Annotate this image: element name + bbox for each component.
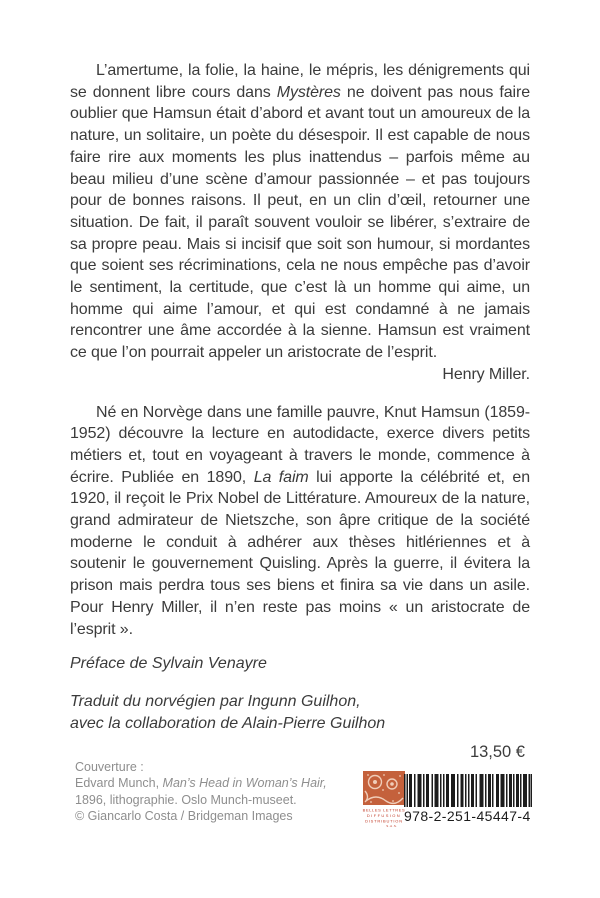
cover-credit-details: 1896, lithographie. Oslo Munch-museet. <box>75 792 297 807</box>
quote-part1: L’amertume, la folie, la haine, le mépris, les dénigrements qui se donnent libre cours dans <box>70 62 530 101</box>
bio-paragraph <box>70 402 530 641</box>
logo-caption-line1: BELLES LETTRES <box>362 807 406 813</box>
publisher-logo-icon <box>362 771 406 831</box>
bio-part2: lui apporte la célébrité et, en 1920, il reçoit le Prix Nobel de Littérature. Amoureux de la nature, grand admirateur de Nietszche, son âpre critique de la société moderne le conduit à adhérer aux thèses hitlériennes et à soutenir le gouvernement Quisling. Après la guerre, il évitera la prison mais perdra tous ses biens et finira sa vie dans un asile. Pour Henry Miller, il n’en reste pas moins « un aristocrate de l’esprit ». <box>70 468 530 638</box>
text-column <box>70 60 530 734</box>
cover-credit-artist: Edvard Munch, <box>75 776 163 791</box>
logo-caption <box>363 808 406 829</box>
quote-attribution: Henry Miller. <box>442 365 530 383</box>
logo-caption-line4: S.A.S. <box>386 824 398 828</box>
price: 13,50 € <box>469 743 525 761</box>
translation-line1: Traduit du norvégien par Ingunn Guilhon, <box>70 692 361 710</box>
translation-credit <box>70 691 530 734</box>
bio-book-title: La faim <box>253 468 309 486</box>
quote-part2: ne doivent pas nous faire oublier que Hamsun était d’abord et avant tout un amoureux de la nature, un solitaire, un poète du désespoir. Il est capable de nous faire rire aux moments les plus inattendus – parfois même au beau milieu d’une scène d’amour passionnée – et pas toujours pour de bonnes raisons. Il peut, en un clin d’œil, retourner une situation. De fait, il paraît souvent vouloir se libérer, s’extraire de sa propre peau. Mais si incisif que soit son humour, si mordantes que soient ses récriminations, cela ne nous empêche pas d’avoir le sentiment, la certitude, que c’est là un homme qui aime, un homme qui aime l’amour, et qui est condamné à ne jamais rencontrer une âme accordée à la sienne. Hamsun est vraiment ce que l’on pourrait appeler un aristocrate de l’esprit. <box>70 83 530 362</box>
logo-caption-line3: DISTRIBUTION <box>365 818 403 824</box>
cover-credit-copyright: © Giancarlo Costa / Bridgeman Images <box>75 809 293 824</box>
isbn-number: 978-2-251-45447-4 <box>404 808 531 824</box>
logo-caption-line2: DIFFUSION <box>366 813 402 818</box>
barcode-bars-icon <box>404 774 532 807</box>
cover-credit-artwork-line <box>75 775 327 791</box>
preface-credit: Préface de Sylvain Venayre <box>70 655 267 673</box>
barcode <box>404 774 532 824</box>
cover-credit-artwork-title: Man’s Head in Woman’s Hair, <box>162 776 327 791</box>
cover-credit-label: Couverture : <box>75 760 144 774</box>
translation-line2: avec la collaboration de Alain-Pierre Guilhon <box>70 714 386 732</box>
bio-part1: Né en Norvège dans une famille pauvre, Knut Hamsun (1859-1952) découvre la lecture en autodidacte, exerce divers petits métiers et, tout en voyageant à travers le monde, commence à écrire. Publiée en 1890, <box>70 403 530 486</box>
quote-paragraph <box>70 60 530 364</box>
quote-book-title: Mystères <box>276 83 341 101</box>
cover-credit-block <box>75 759 327 825</box>
